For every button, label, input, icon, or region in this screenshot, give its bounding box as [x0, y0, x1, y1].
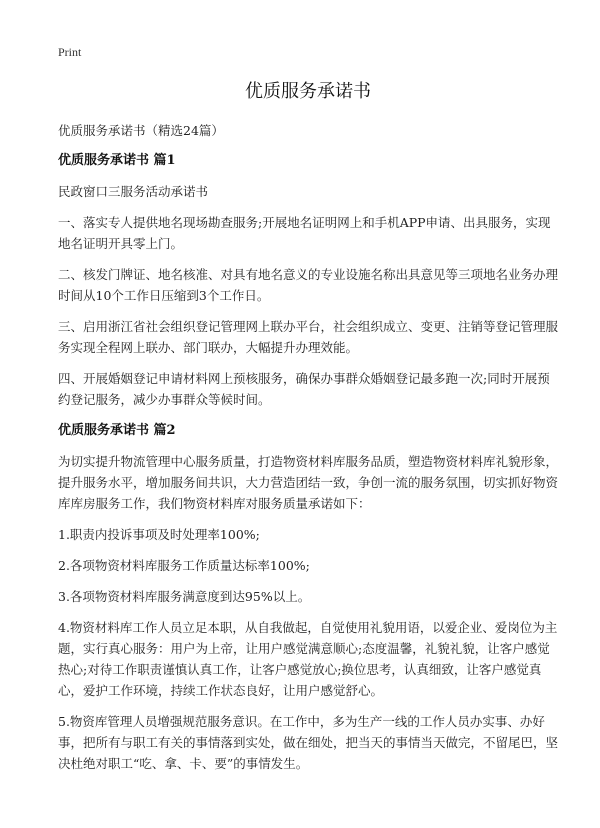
paragraph: 为切实提升物流管理中心服务质量，打造物资材料库服务品质，塑造物资材料库礼貌形象，提升服务水平，增加服务间共识，大力营造团结一致，争创一流的服务氛围，切实抓好物资库库房服务工作，我们物资材料库对服务质量承诺如下： [58, 454, 559, 511]
paragraph: 四、开展婚姻登记申请材料网上预核服务，确保办事群众婚姻登记最多跑一次;同时开展预约登记服务，减少办事群众等候时间。 [58, 371, 550, 407]
document-subtitle: 优质服务承诺书（精选24篇） [58, 123, 224, 138]
paragraph: 一、落实专人提供地名现场勘查服务;开展地名证明网上和手机APP申请、出具服务，实现地名证明开具零上门。 [58, 215, 551, 251]
document-title: 优质服务承诺书 [245, 81, 371, 102]
document-body [58, 120, 558, 784]
paragraph: 2.各项物资材料库服务工作质量达标率100%; [58, 558, 310, 573]
paragraph: 4.物资材料库工作人员立足本职，从自我做起，自觉使用礼貌用语，以爱企业、爱岗位为主题，实行真心服务：用户为上帝，让用户感觉满意顺心;态度温馨，礼貌礼貌，让客户感觉热心;对待工作职责谨慎认真工作，让客户感觉放心;换位思考，认真细致，让客户感觉真心，爱护工作环境，持续工作状态良好，让用户感觉舒心。 [58, 620, 558, 698]
section-1 [58, 150, 558, 410]
paragraph: 民政窗口三服务活动承诺书 [58, 184, 209, 199]
paragraph: 3.各项物资材料库服务满意度到达95%以上。 [58, 589, 311, 604]
paragraph: 5.物资库管理人员增强规范服务意识。在工作中，多为生产一线的工作人员办实事、办好事，把所有与职工有关的事情落到实处，做在细处，把当天的事情当天做完，不留尾巴，坚决杜绝对职工“吃、拿、卡、要”的事情发生。 [58, 714, 559, 771]
paragraph: 三、启用浙江省社会组织登记管理网上联办平台，社会组织成立、变更、注销等登记管理服务实现全程网上联办、部门联办，大幅提升办理效能。 [58, 319, 559, 355]
section-heading: 优质服务承诺书 篇1 [58, 153, 176, 168]
paragraph: 二、核发门牌证、地名核准、对具有地名意义的专业设施名称出具意见等三项地名业务办理时间从10个工作日压缩到3个工作日。 [58, 267, 559, 303]
section-2 [58, 420, 558, 774]
section-heading: 优质服务承诺书 篇2 [58, 423, 176, 438]
paragraph: 1.职责内投诉事项及时处理率100%; [58, 527, 260, 542]
print-label: Print [58, 45, 82, 59]
